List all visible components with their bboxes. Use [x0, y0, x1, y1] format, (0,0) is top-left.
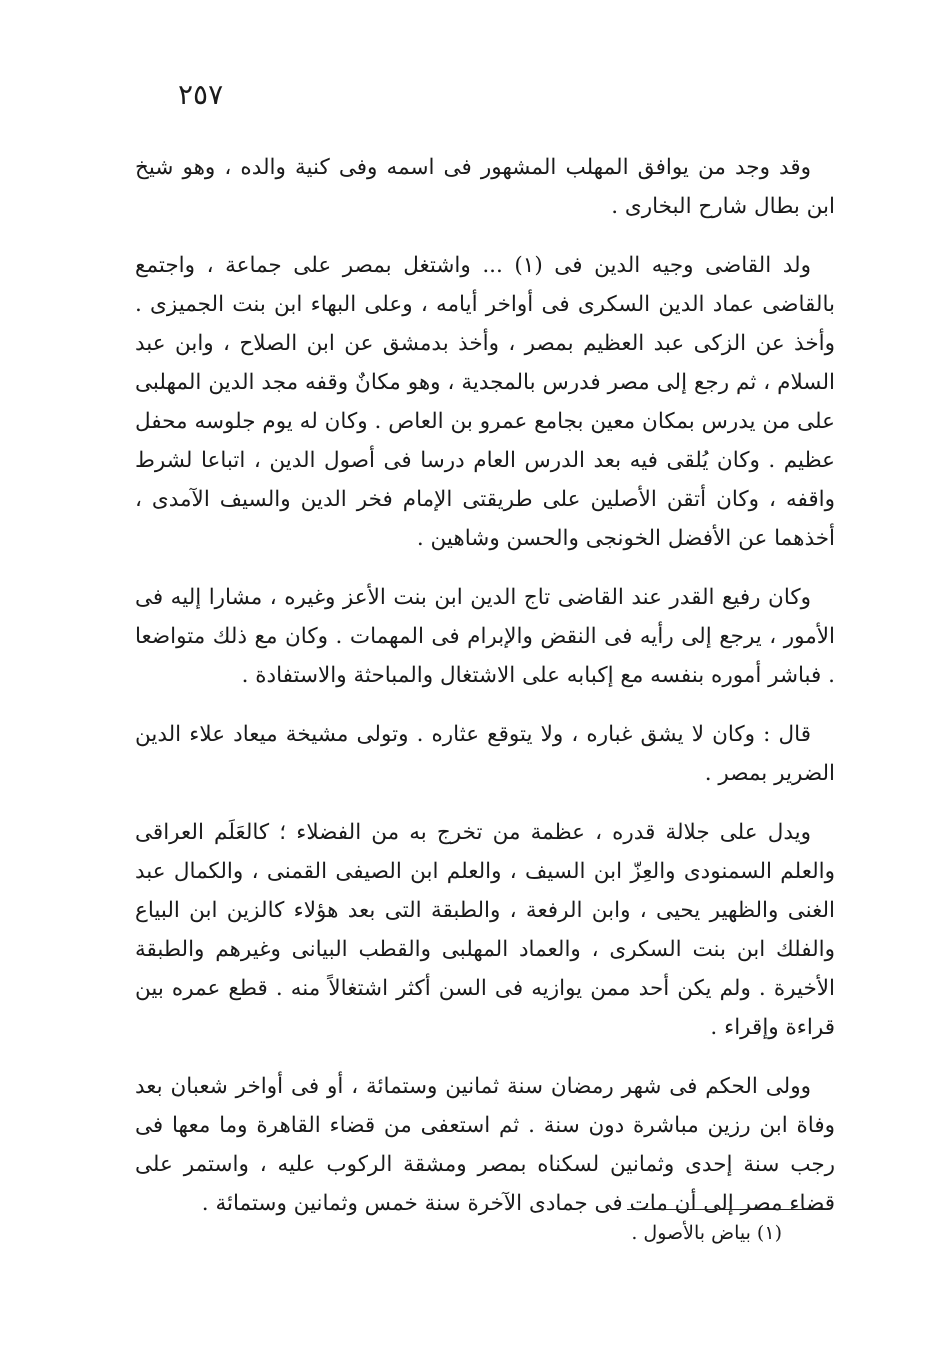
- paragraph-2: ولد القاضى وجيه الدين فى (١) ... واشتغل بمصر على جماعة ، واجتمع بالقاضى عماد الدين السكرى فى أواخر أيامه ، وعلى البهاء ابن بنت الجميزى . وأخذ عن الزكى عبد العظيم بمصر ، وأخذ بدمشق عن ابن الصلاح ، وابن عبد السلام ، ثم رجع إلى مصر فدرس بالمجدية ، وهو مكانٌ وقفه مجد الدين المهلبى على من يدرس بمكان معين بجامع عمرو بن العاص . وكان له يوم جلوسه محفل عظيم . وكان يُلقى فيه بعد الدرس العام درسا فى أصول الدين ، اتباعا لشرط واقفه ، وكان أتقن الأصلين على طريقتى الإمام فخر الدين والسيف الآمدى ، أخذهما عن الأفضل الخونجى والحسن وشاهين .: [135, 253, 835, 551]
- body-text: [135, 148, 835, 1243]
- paragraph-5: ويدل على جلالة قدره ، عظمة من تخرج به من الفضلاء ؛ كالعَلَم العراقى والعلم السمنودى والعِزّ ابن السيف ، والعلم ابن الصيفى القمنى ، والكمال عبد الغنى والظهير يحيى ، وابن الرفعة ، والطبقة التى بعد هؤلاء كالزين ابن البياع والفلك ابن بنت السكرى ، والعماد المهلبى والقطب البيانى وغيرهم والطبقة الأخيرة . ولم يكن أحد ممن يوازيه فى السن أكثر اشتغالاً منه . قطع عمره بين قراءة وإقراء .: [135, 820, 835, 1040]
- paragraph-4: قال : وكان لا يشق غباره ، ولا يتوقع عثاره . وتولى مشيخة ميعاد علاء الدين الضرير بمصر .: [135, 722, 835, 786]
- paragraph-3: وكان رفيع القدر عند القاضى تاج الدين ابن بنت الأعز وغيره ، مشارا إليه فى الأمور ، يرجع إلى رأيه فى النقض والإبرام فى المهمات . وكان مع ذلك متواضعا . فباشر أموره بنفسه مع إكبابه على الاشتغال والمباحثة والاستفادة .: [135, 585, 835, 688]
- page-number: ٢٥٧: [178, 78, 224, 111]
- footnote-divider: [627, 1209, 823, 1210]
- paragraph-1: وقد وجد من يوافق المهلب المشهور فى اسمه وفى كنية والده ، وهو شيخ ابن بطال شارح البخارى .: [135, 155, 835, 219]
- paragraph-6: وولى الحكم فى شهر رمضان سنة ثمانين وستمائة ، أو فى أواخر شعبان بعد وفاة ابن رزين مباشرة دون سنة . ثم استعفى من قضاء القاهرة وما معها فى رجب سنة إحدى وثمانين لسكناه بمصر ومشقة الركوب عليه ، واستمر على قضاء مصر إلى أن مات فى جمادى الآخرة سنة خمس وثمانين وستمائة .: [135, 1074, 835, 1216]
- footnote: (١) بياض بالأصول .: [631, 1222, 782, 1244]
